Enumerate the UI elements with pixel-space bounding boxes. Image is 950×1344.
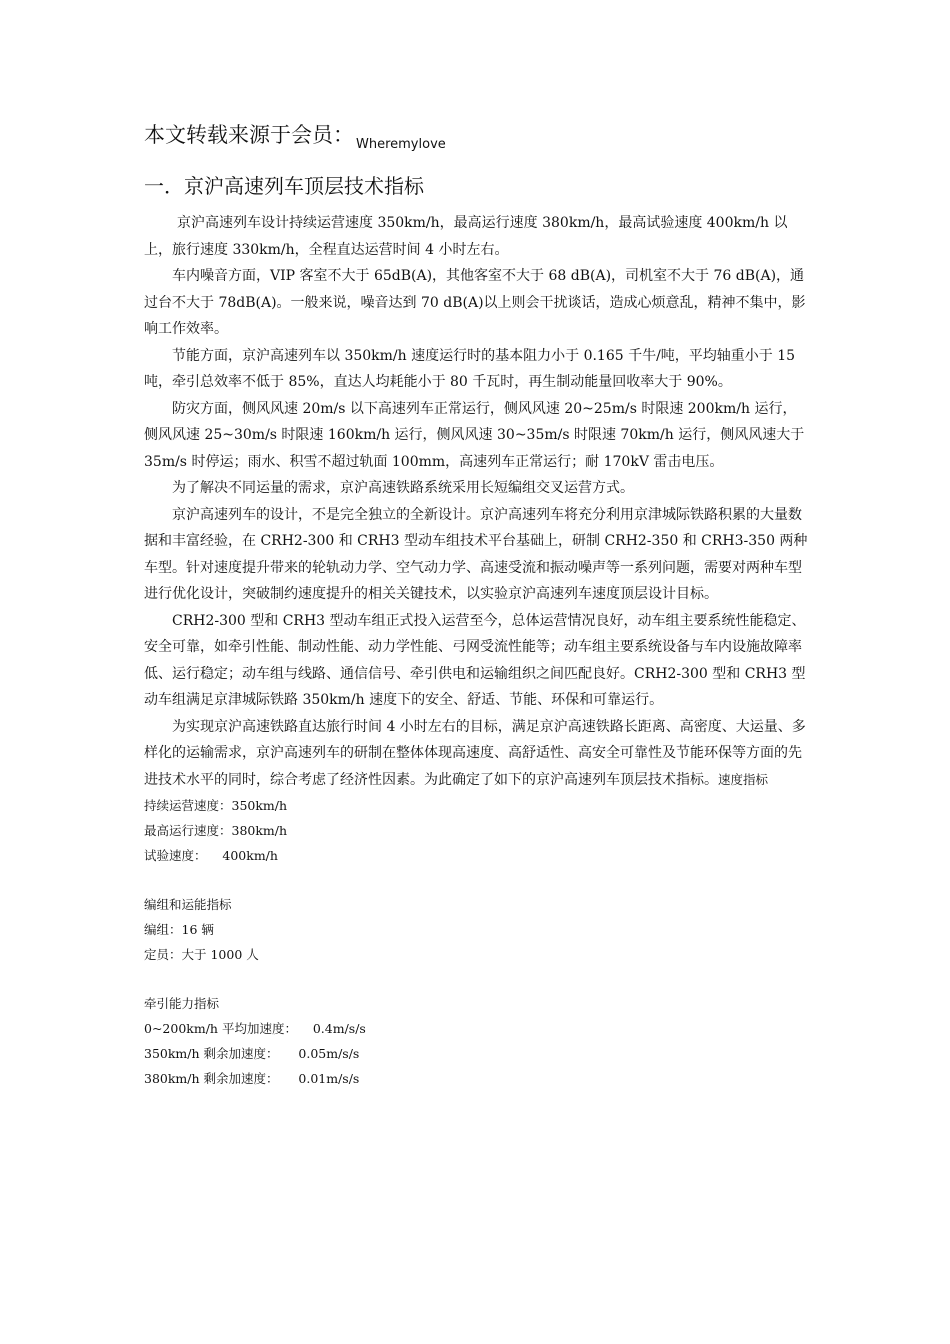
paragraph-formation-mode: 为了解决不同运量的需求，京沪高速铁路系统采用长短编组交叉运营方式。: [172, 480, 634, 496]
paragraph-disaster: 防灾方面，侧风风速 20m/s 以下高速列车正常运行，侧风风速 20~25m/s 时限速 200km/h 运行，侧风风速 25~30m/s 时限速 160km/h 运行，侧风风速 30~35m/s 时限速 70km/h 运行，侧风风速大于 35m/s 时停运；雨水、积雪不超过轨面 100mm，高速列车正常运行；耐 170kV 雷击电压。: [144, 400, 805, 470]
speed-section-title: 速度指标: [718, 771, 769, 787]
traction-spec-list: [144, 991, 810, 1091]
spec-line: 0~200km/h 平均加速度： 0.4m/s/s: [144, 1021, 366, 1036]
formation-spec-list: [144, 892, 810, 967]
speed-spec-list: [144, 793, 810, 868]
paragraph-energy: 节能方面，京沪高速列车以 350km/h 速度运行时的基本阻力小于 0.165 千牛/吨，平均轴重小于 15 吨，牵引总效率不低于 85%，直达人均耗能小于 80 千瓦时，再生制动能量回收率大于 90%。: [144, 347, 796, 390]
spacer: [144, 967, 810, 991]
spec-line: 定员：大于 1000 人: [144, 947, 259, 962]
document-page: [144, 118, 810, 1091]
document-body: [144, 210, 810, 1091]
spec-line: 350km/h 剩余加速度： 0.05m/s/s: [144, 1046, 360, 1061]
spec-line: 最高运行速度：380km/h: [144, 823, 288, 838]
traction-section-title: 牵引能力指标: [144, 996, 220, 1011]
paragraph-noise: 车内噪音方面，VIP 客室不大于 65dB(A)，其他客室不大于 68 dB(A)，司机室不大于 76 dB(A)，通过台不大于 78dB(A)。一般来说，噪音达到 70 dB(A)以上则会干扰谈话，造成心烦意乱，精神不集中，影响工作效率。: [144, 268, 806, 337]
paragraph-operation-status: CRH2-300 型和 CRH3 型动车组正式投入运营至今，总体运营情况良好，动车组主要系统性能稳定、安全可靠，如牵引性能、制动性能、动力学性能、弓网受流性能等；动车组主要系统设备与车内设施故障率低、运行稳定；动车组与线路、通信信号、牵引供电和运输组织之间匹配良好。CRH2-300 型和 CRH3 型动车组满足京津城际铁路 350km/h 速度下的安全、舒适、节能、环保和可靠运行。: [144, 612, 806, 708]
source-label: 本文转载来源于会员：: [144, 123, 354, 147]
paragraph-design-basis: 京沪高速列车的设计，不是完全独立的全新设计。京沪高速列车将充分利用京津城际铁路积累的大量数据和丰富经验，在 CRH2-300 和 CRH3 型动车组技术平台基础上，研制 CRH2-350 和 CRH3-350 两种车型。针对速度提升带来的轮轨动力学、空气动力学、高速受流和振动噪声等一系列问题，需要对两种车型进行优化设计，突破制约速度提升的相关关键技术，以实验京沪高速列车速度顶层设计目标。: [144, 506, 808, 602]
spec-line: 持续运营速度：350km/h: [144, 798, 288, 813]
source-username: Wheremylove: [356, 137, 446, 152]
formation-section-title: 编组和运能指标: [144, 897, 232, 912]
source-attribution: [144, 118, 810, 156]
spec-line: 试验速度： 400km/h: [144, 848, 278, 863]
paragraph-target-text: 为实现京沪高速铁路直达旅行时间 4 小时左右的目标，满足京沪高速铁路长距离、高密度、大运量、多样化的运输需求，京沪高速列车的研制在整体体现高速度、高舒适性、高安全可靠性及节能环保等方面的先进技术水平的同时，综合考虑了经济性因素。为此确定了如下的京沪高速列车顶层技术指标。: [144, 718, 806, 788]
spec-line: 380km/h 剩余加速度： 0.01m/s/s: [144, 1071, 360, 1086]
section-heading: 一．京沪高速列车顶层技术指标: [144, 174, 424, 198]
paragraph-speed-design: 京沪高速列车设计持续运营速度 350km/h，最高运行速度 380km/h，最高试验速度 400km/h 以上，旅行速度 330km/h，全程直达运营时间 4 小时左右。: [144, 215, 788, 258]
paragraph-target: [144, 714, 810, 794]
spec-line: 编组：16 辆: [144, 922, 214, 937]
spacer: [144, 868, 810, 892]
